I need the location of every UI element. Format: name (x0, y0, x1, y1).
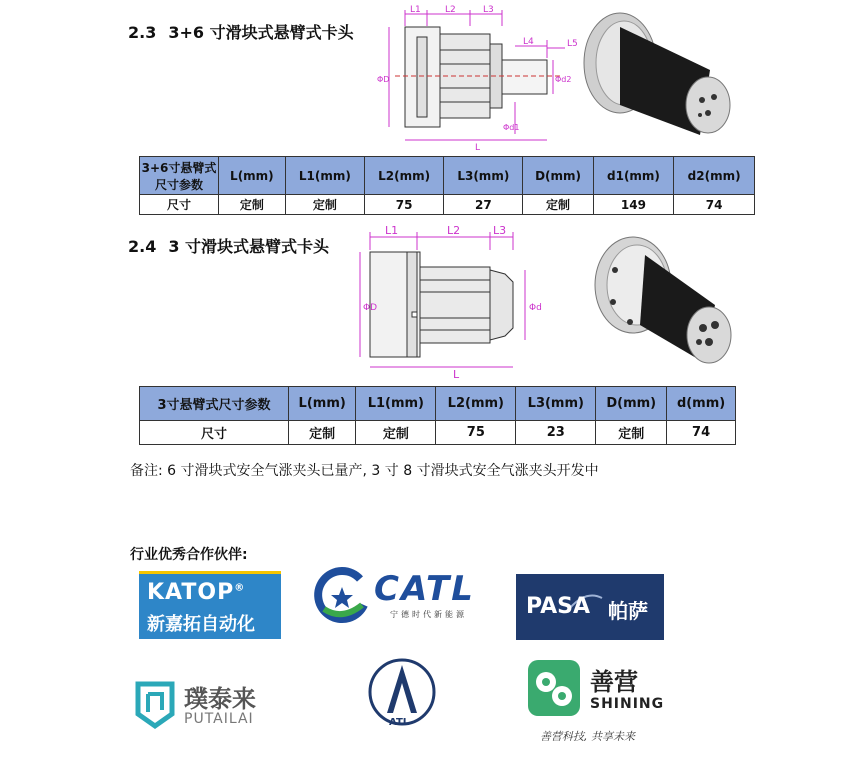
dim-L3: L3 (483, 5, 494, 15)
table-cell: 23 (516, 421, 596, 445)
table-header-cell: d1(mm) (593, 157, 674, 195)
table-header-cell: L3(mm) (444, 157, 523, 195)
katop-name: KATOP (147, 580, 235, 605)
table-header-cell: L2(mm) (364, 157, 443, 195)
shining-en: SHINING (590, 696, 665, 712)
putailai-logo (134, 675, 289, 735)
dim-L: L (475, 143, 481, 152)
partners-title: 行业优秀合作伙伴: (130, 547, 248, 563)
section-title: 3 寸滑块式悬臂式卡头 (168, 237, 330, 256)
pasa-logo (516, 574, 664, 640)
catl-cn: 宁德时代新能源 (390, 610, 467, 619)
table-cell: 定制 (596, 421, 667, 445)
section-heading-2-3 (128, 20, 354, 43)
chuck-render-1 (580, 5, 750, 145)
table-cell: 74 (674, 195, 755, 215)
table-header-cell: L(mm) (219, 157, 286, 195)
table-header-cell: d(mm) (667, 387, 736, 421)
dim-L1: L1 (385, 224, 399, 237)
section-heading-2-4 (128, 234, 329, 257)
section-number: 2.3 (128, 23, 157, 42)
section-number: 2.4 (128, 237, 157, 256)
table-cell: 尺寸 (140, 195, 219, 215)
table-cell: 定制 (523, 195, 593, 215)
table-cell: 149 (593, 195, 674, 215)
katop-logo (139, 571, 281, 639)
dim-d1: Φd1 (503, 123, 520, 132)
dim-L1: L1 (410, 5, 421, 15)
atl-emblem-icon (367, 655, 437, 730)
table-header-cell: D(mm) (596, 387, 667, 421)
table-header-cell: D(mm) (523, 157, 593, 195)
note-text: 备注: 6 寸滑块式安全气涨夹头已量产, 3 寸 8 寸滑块式安全气涨夹头开发中 (130, 463, 599, 479)
dim-L4: L4 (523, 37, 534, 47)
table-cell: 定制 (219, 195, 286, 215)
shining-logo (524, 656, 674, 752)
dim-L: L (453, 368, 460, 380)
table-cell: 定制 (289, 421, 356, 445)
table-header-cell: L3(mm) (516, 387, 596, 421)
putailai-en: PUTAILAI (184, 711, 254, 727)
dim-L3: L3 (493, 224, 507, 237)
table-header-cell: 3+6寸悬臂式尺寸参数 (140, 157, 219, 195)
table-header-cell: L1(mm) (285, 157, 364, 195)
dim-d: Φd (529, 303, 542, 313)
table-cell: 定制 (285, 195, 364, 215)
chuck-drawing-2 (355, 222, 555, 380)
table-cell: 尺寸 (140, 421, 289, 445)
dim-L2: L2 (447, 224, 461, 237)
table-cell: 75 (436, 421, 516, 445)
table-header-cell: L2(mm) (436, 387, 516, 421)
catl-emblem-icon (312, 565, 372, 625)
dim-D: ΦD (363, 303, 378, 313)
table-header-cell: 3寸悬臂式尺寸参数 (140, 387, 289, 421)
section-title: 3+6 寸滑块式悬臂式卡头 (168, 23, 354, 42)
table-cell: 75 (364, 195, 443, 215)
table-header-cell: d2(mm) (674, 157, 755, 195)
chuck-render-2 (585, 230, 745, 370)
shining-emblem-icon (528, 658, 582, 718)
table-cell: 74 (667, 421, 736, 445)
spec-table-2 (139, 386, 736, 445)
table-header-cell: L1(mm) (356, 387, 436, 421)
spec-table-1 (139, 156, 755, 215)
putailai-emblem-icon (134, 680, 176, 730)
dim-d2: Φd2 (555, 75, 572, 84)
table-cell: 定制 (356, 421, 436, 445)
chuck-drawing-1 (375, 2, 590, 152)
table-header-cell: L(mm) (289, 387, 356, 421)
dim-L2: L2 (445, 5, 456, 15)
putailai-cn: 璞泰来 (184, 685, 256, 713)
catl-name: CATL (374, 569, 475, 609)
pasa-name: PASA (526, 594, 591, 619)
atl-logo (367, 655, 437, 730)
dim-D: ΦD (377, 75, 390, 84)
dim-L5: L5 (567, 39, 578, 49)
katop-cn: 新嘉拓自动化 (147, 614, 255, 635)
table-cell: 27 (444, 195, 523, 215)
catl-logo (312, 565, 487, 625)
shining-cn: 善营 (590, 668, 638, 696)
shining-slogan: 善营科技, 共享未来 (540, 730, 635, 743)
pasa-cn: 帕萨 (608, 599, 648, 623)
katop-reg: ® (234, 582, 246, 594)
atl-name: ATL (389, 717, 410, 728)
